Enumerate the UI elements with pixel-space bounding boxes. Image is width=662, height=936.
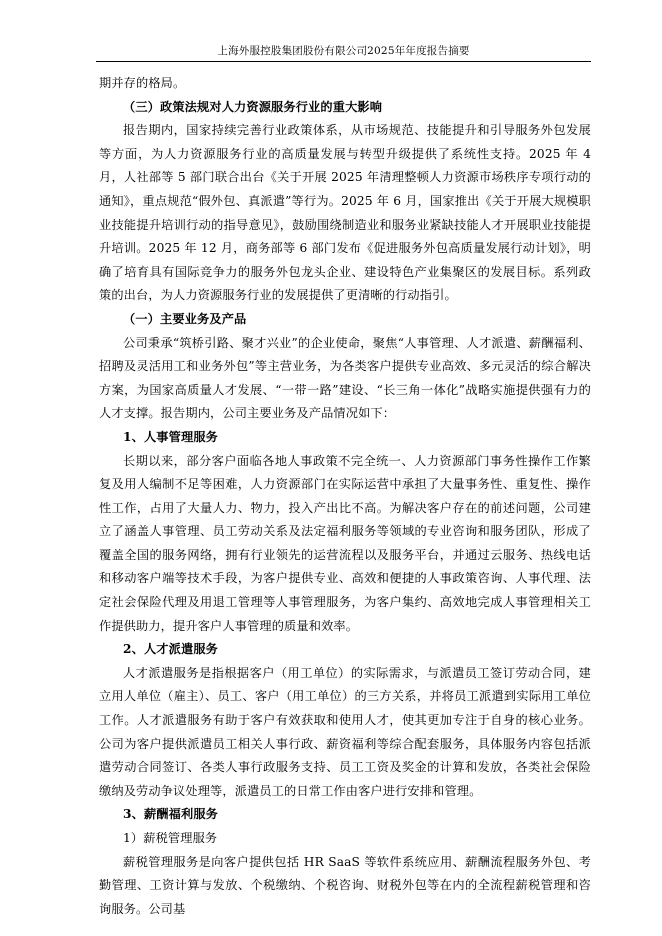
- paragraph-main-business: 公司秉承“筑桥引路、聚才兴业”的企业使命，聚焦“人事管理、人才派遣、薪酬福利、招聘及灵活用工和业务外包”等主营业务，为各类客户提供专业高效、多元灵活的综合解决方案，为国家高质量人才发展、“一带一路”建设、“长三角一体化”战略实施提供强有力的人才支撑。报告期内，公司主要业务及产品情况如下：: [99, 335, 591, 421]
- paragraph-policy: 报告期内，国家持续完善行业政策体系，从市场规范、技能提升和引导服务外包发展等方面，为人力资源服务行业的高质量发展与转型升级提供了系统性支持。2025 年 4 月，人社部等 5 部门联合出台《关于开展 2025 年清理整顿人力资源市场秩序专项行动的通知》，重点规范“假外包、真派遣”等行为。2025 年 6 月，国家推出《关于开展大规模职业技能提升培训行动的指导意见》，鼓励围绕制造业和服务业紧缺技能人才开展职业技能提升培训。2025 年 12 月，商务部等 6 部门发布《促进服务外包高质量发展行动计划》，明确了培育具有国际竞争力的服务外包龙头企业、建设特色产业集聚区的发展目标。系列政策的出台，为人力资源服务行业的发展提供了更清晰的行动指引。: [99, 123, 591, 303]
- document-body: [99, 72, 591, 921]
- subheading-compensation-benefits: 3、薪酬福利服务: [123, 807, 218, 822]
- paragraph-payroll-tax: 薪税管理服务是向客户提供包括 HR SaaS 等软件系统应用、薪酬流程服务外包、考勤管理、工资计算与发放、个税缴纳、个税咨询、财税外包等在内的全流程薪税管理和咨询服务。公司基: [99, 854, 591, 916]
- section-heading-main-business: （一）主要业务及产品: [123, 311, 247, 326]
- section-heading-policy: （三）政策法规对人力资源服务行业的重大影响: [123, 99, 383, 114]
- paragraph-hr-management: 长期以来，部分客户面临各地人事政策不完全统一、人力资源部门事务性操作工作繁复及用人编制不足等困难，人力资源部门在实际运营中承担了大量事务性、重复性、操作性工作，占用了大量人力、物力，投入产出比不高。为解决客户存在的前述问题，公司建立了涵盖人事管理、员工劳动关系及法定福利服务等领域的专业咨询和服务团队，形成了覆盖全国的服务网络，拥有行业领先的运营流程以及服务平台，并通过云服务、热线电话和移动客户端等技术手段，为客户提供专业、高效和便捷的人事政策咨询、人事代理、法定社会保险代理及用退工管理等人事管理服务，为客户集约、高效地完成人事管理相关工作提供助力，提升客户人事管理的质量和效率。: [99, 453, 591, 633]
- paragraph-continuation: 期并存的格局。: [99, 76, 186, 90]
- page-header: 上海外服控股集团股份有限公司2025年年度报告摘要: [217, 45, 470, 57]
- subheading-talent-dispatch: 2、人才派遣服务: [123, 642, 218, 657]
- sub-item-payroll-tax: 1）薪税管理服务: [123, 831, 218, 845]
- subheading-hr-management: 1、人事管理服务: [123, 429, 218, 444]
- header-rule: [96, 61, 591, 62]
- paragraph-talent-dispatch: 人才派遣服务是指根据客户（用工单位）的实际需求，与派遣员工签订劳动合同，建立用人单位（雇主）、员工、客户（用工单位）的三方关系，并将员工派遣到实际用工单位工作。人才派遣服务有助于客户有效获取和使用人才，使其更加专注于自身的核心业务。公司为客户提供派遣员工相关人事行政、薪资福利等综合配套服务，具体服务内容包括派遣劳动合同签订、各类人事行政服务支持、员工工资及奖金的计算和发放，各类社会保险缴纳及劳动争议处理等，派遣员工的日常工作由客户进行安排和管理。: [99, 665, 591, 798]
